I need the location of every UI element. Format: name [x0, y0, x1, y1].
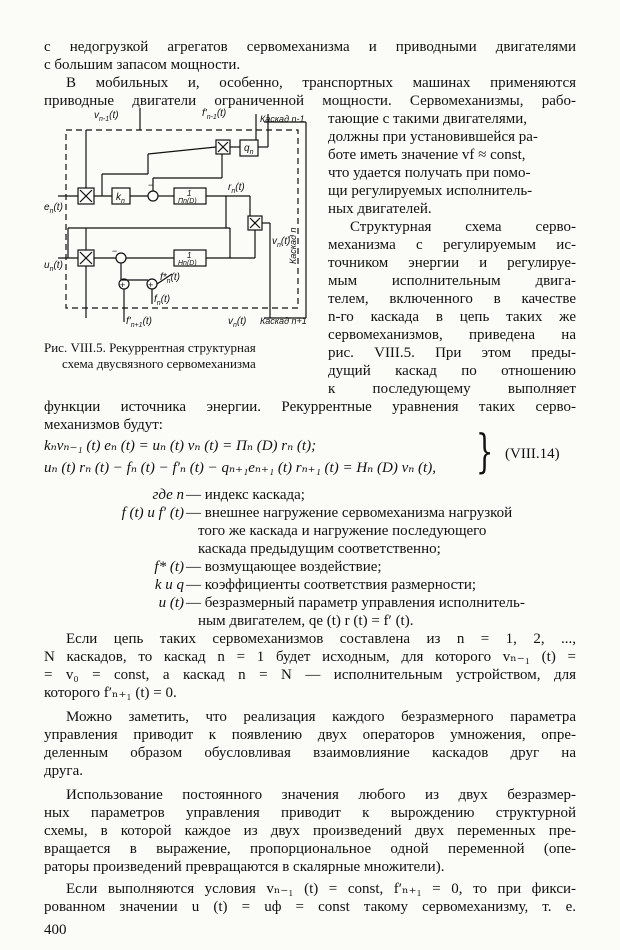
text-line: Использование постоянного значения любого из двух безразмер- — [66, 787, 576, 803]
label-r-out: $r_n(t)$ — [228, 182, 245, 195]
text-line: деленным образом обусловливая взаимовлияние каскадов друг на — [44, 745, 576, 761]
text-line: N каскадов, то каскад n = 1 будет исходным, для которого vₙ₋₁ (t) = — [44, 649, 576, 665]
label-e-in: $e_n(t)$ — [44, 202, 63, 215]
text-line: Если цепь таких сервомеханизмов составлена из n = 1, 2, ..., — [66, 631, 576, 647]
label-h-num: 1 — [187, 251, 192, 260]
text-line: боте иметь значение vf ≈ const, — [328, 147, 526, 163]
equation-line-2: uₙ (t) rₙ (t) − fₙ (t) − f′ₙ (t) − qₙ₊₁eₙ₊₁ (t) rₙ₊₁ (t) = Hₙ (D) vₙ (t), — [44, 460, 436, 476]
where-symbol: k и q — [154, 577, 184, 593]
label-f-n: $f_n(t)$ — [154, 294, 171, 307]
text-line: ных параметров управления приводит к вырождению структурной — [44, 805, 576, 821]
label-pi-num: 1 — [187, 189, 192, 198]
text-line: вращается в выражение, пропорциональное одной переменной (опе- — [44, 841, 576, 857]
label-v-bottom: $v_n(t)$ — [228, 316, 247, 329]
sum-junction-lower — [116, 253, 126, 263]
label-k: $k_n$ — [116, 192, 125, 205]
text-line: Если выполняются условия vₙ₋₁ (t) = const, f′ₙ₊₁ = 0, то при фикси- — [66, 881, 576, 897]
text-line: схемы, в которой каждое из двух произведений двух переменных пре- — [44, 823, 576, 839]
text-line: дущий каскад по отношению — [328, 363, 576, 379]
label-v-prev: $v_{n-1}(t)$ — [94, 110, 119, 123]
label-q: $q_n$ — [244, 143, 254, 156]
text-line: В мобильных и, особенно, транспортных машинах применяются — [66, 75, 576, 91]
text-line: мым исполнительным двига- — [328, 273, 576, 289]
text-line: = v₀ = const, а каскад n = N — исполнительным устройством, для — [44, 667, 576, 683]
text-line: механизма с регулируемым ис- — [328, 237, 576, 253]
text-line: рис. VIII.5. При этом преды- — [328, 345, 576, 361]
page-number: 400 — [44, 922, 67, 938]
text-line: которого f′ₙ₊₁ (t) = 0. — [44, 685, 177, 701]
text-line: управления приводит к появлению двух операторов умножения, опре- — [44, 727, 576, 743]
text-line: ных двигателей. — [328, 201, 432, 217]
text-line: сервомеханизмов, приведена на — [328, 327, 576, 343]
text-line: функции источника энергии. Рекуррентные уравнения таких серво- — [44, 399, 576, 415]
where-symbol: f* (t) — [154, 559, 184, 575]
text-line: должны при установившейся ра- — [328, 129, 538, 145]
label-plus-b: + — [148, 280, 154, 290]
label-plus-a: + — [120, 280, 126, 290]
label-h-den: Hn(D) — [178, 260, 197, 267]
structural-diagram — [44, 108, 324, 340]
figure-caption: схема двусвязного сервомеханизма — [62, 356, 256, 371]
where-definition: — внешнее нагружение сервомеханизма нагрузкой — [186, 505, 513, 521]
where-definition: — индекс каскада; — [186, 487, 305, 503]
text-line: Можно заметить, что реализация каждого безразмерного параметра — [66, 709, 576, 725]
label-pi-den: Пn(D) — [178, 198, 197, 205]
label-cascade-prev: Каскад n-1 — [260, 114, 305, 124]
where-definition: — коэффициенты соответствия размерности; — [186, 577, 477, 593]
where-definition: ным двигателем, qe (t) r (t) = f′ (t). — [198, 613, 414, 629]
equation-brace: } — [475, 424, 494, 478]
cascade-boundary — [66, 130, 298, 308]
text-line: Структурная схема серво- — [350, 219, 576, 235]
text-line: рованном значении u (t) = uф = const такому сервомеханизму, т. е. — [44, 899, 576, 915]
text-line: к последующему выполняет — [328, 381, 576, 397]
where-symbol: f (t) и f′ (t) — [121, 505, 184, 521]
label-minus-upper: − — [148, 180, 154, 190]
sum-junction-upper — [148, 191, 158, 201]
equation-number: (VIII.14) — [505, 446, 560, 462]
label-f-prime-next: $f'_{n+1}(t)$ — [126, 316, 153, 329]
where-definition: каскада предыдущим соответственно; — [198, 541, 441, 557]
text-line: приводные двигатели ограниченной мощности. Сервомеханизмы, рабо- — [44, 93, 576, 109]
text-line: с большим запасом мощности. — [44, 57, 241, 73]
equation-line-1: kₙvₙ₋₁ (t) eₙ (t) = uₙ (t) vₙ (t) = Пₙ (D) rₙ (t); — [44, 438, 317, 454]
label-cascade-next: Каскад n+1 — [260, 316, 307, 326]
label-cascade-n: Каскад n — [288, 227, 298, 264]
text-line: с недогрузкой агрегатов сервомеханизма и приводными двигателями — [44, 39, 576, 55]
text-line: раторы произведений превращаются в скалярные множители). — [44, 859, 445, 875]
text-line: телем, включенного в качестве — [328, 291, 576, 307]
text-line: щи регулируемых исполнитель- — [328, 183, 533, 199]
text-line: друга. — [44, 763, 83, 779]
text-line: механизмов будут: — [44, 417, 163, 433]
where-definition: — возмущающее воздействие; — [186, 559, 382, 575]
label-v-out: $v_n(t)$ — [272, 236, 291, 249]
text-line: точником энергии и регулируе- — [328, 255, 576, 271]
where-symbol: где n — [152, 487, 184, 503]
where-definition: того же каскада и нагружение последующего — [198, 523, 487, 539]
label-f-star: $f*_n(t)$ — [160, 272, 181, 285]
where-definition: — безразмерный параметр управления исполнитель- — [186, 595, 525, 611]
label-u-in: $u_n(t)$ — [44, 260, 63, 273]
where-symbol: u (t) — [158, 595, 184, 611]
label-minus-lower: − — [112, 246, 118, 256]
label-f-prime-top: $f'_{n-1}(t)$ — [202, 108, 227, 121]
text-line: тающие с такими двигателями, — [328, 111, 528, 127]
figure-caption: Рис. VIII.5. Рекуррентная структурная — [44, 340, 256, 355]
text-line: что удается получать при помо- — [328, 165, 531, 181]
text-line: n-го каскада в цепь таких же — [328, 309, 576, 325]
